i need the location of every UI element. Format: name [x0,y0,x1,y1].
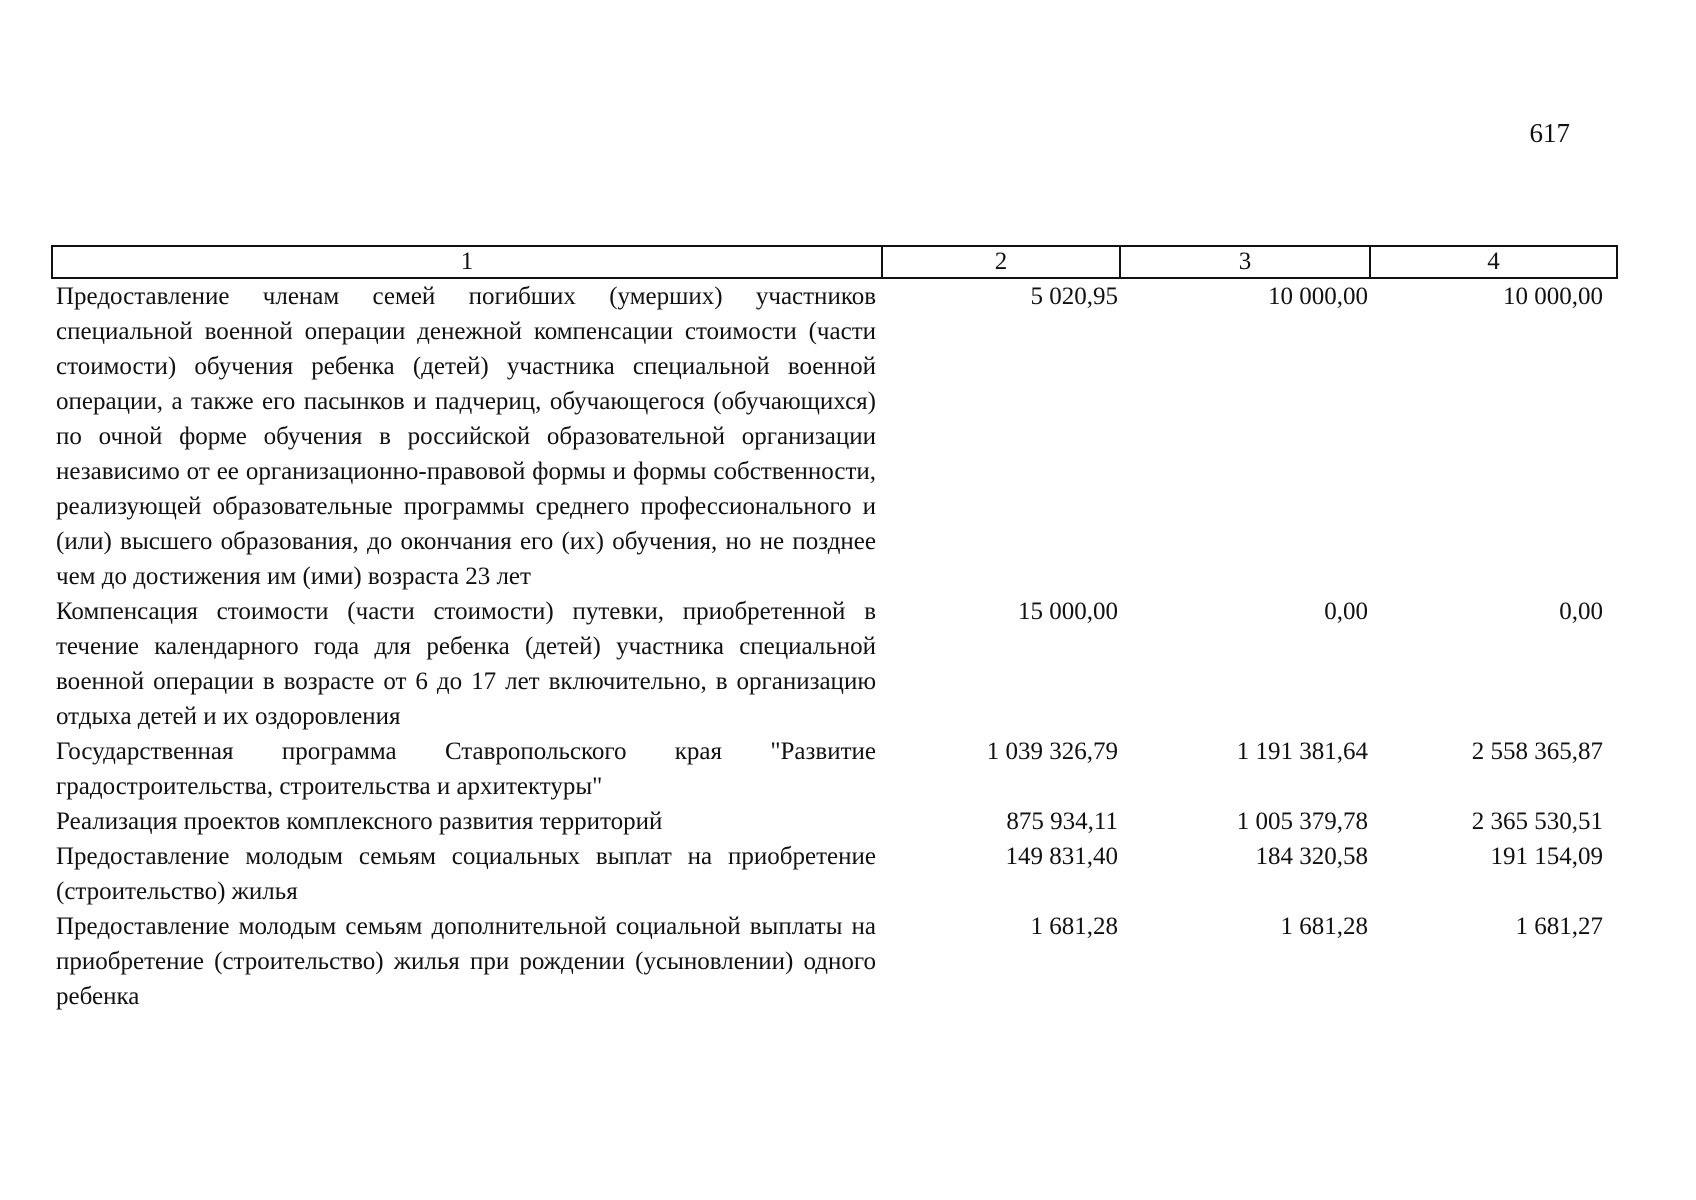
row-value-col4: 2 365 530,51 [1471,808,1603,835]
budget-table [51,245,1618,1014]
row-value-col2: 875 934,11 [1006,808,1118,835]
table-row [52,734,1617,804]
row-value-col2: 15 000,00 [1018,598,1118,625]
header-row [52,246,1617,278]
header-col-1: 1 [52,246,882,278]
header-col-2: 2 [882,246,1120,278]
row-description: Реализация проектов комплексного развития территорий [56,808,663,835]
table-row [52,278,1617,594]
row-value-col3: 0,00 [1324,598,1368,625]
row-value-col2: 5 020,95 [1030,283,1118,310]
row-value-col3: 184 320,58 [1255,843,1368,870]
row-description: Предоставление молодым семьям дополнительной социальной выплаты на приобретение (строительство) жилья при рождении (усыновлении) одного ребенка [56,913,876,1010]
row-description: Компенсация стоимости (части стоимости) путевки, приобретенной в течение календарного года для ребенка (детей) участника специальной военной операции в возрасте от 6 до 17 лет включительно, в организацию отдыха детей и их оздоровления [56,598,876,730]
row-value-col4: 191 154,09 [1490,843,1603,870]
row-value-col3: 1 681,28 [1280,913,1368,940]
table-header [52,246,1617,278]
page-number: 617 [1529,118,1570,148]
row-value-col2: 1 039 326,79 [986,738,1118,765]
table-row [52,594,1617,734]
row-value-col3: 1 005 379,78 [1236,808,1368,835]
row-value-col4: 2 558 365,87 [1471,738,1603,765]
header-col-3: 3 [1120,246,1370,278]
row-description: Государственная программа Ставропольского края "Развитие градостроительства, строительства и архитектуры" [56,738,876,800]
row-description: Предоставление членам семей погибших (умерших) участников специальной военной операции денежной компенсации стоимости (части стоимости) обучения ребенка (детей) участника специальной военной операции, а также его пасынков и падчериц, обучающегося (обучающихся) по очной форме обучения в российской образовательной организации независимо от ее организационно-правовой формы и формы собственности, реализующей образовательные программы среднего профессионального и (или) высшего образования, до окончания его (их) обучения, но не позднее чем до достижения им (ими) возраста 23 лет [56,283,876,590]
row-description: Предоставление молодым семьям социальных выплат на приобретение (строительство) жилья [56,843,876,905]
row-value-col4: 1 681,27 [1515,913,1603,940]
table-row [52,839,1617,909]
row-value-col2: 149 831,40 [1005,843,1118,870]
row-value-col3: 10 000,00 [1268,283,1368,310]
row-value-col3: 1 191 381,64 [1236,738,1368,765]
table-body [52,278,1617,1014]
table-row [52,804,1617,839]
row-value-col4: 10 000,00 [1503,283,1603,310]
row-value-col2: 1 681,28 [1030,913,1118,940]
header-col-4: 4 [1370,246,1617,278]
row-value-col4: 0,00 [1559,598,1603,625]
table-row [52,909,1617,1014]
